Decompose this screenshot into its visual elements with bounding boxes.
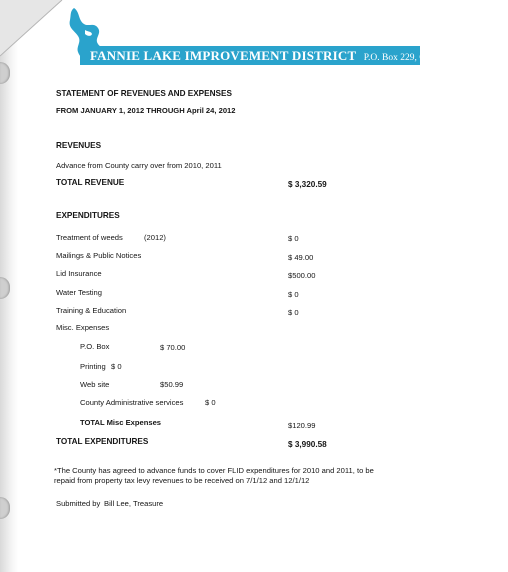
organization-address: P.O. Box 229, Cambridge, MN 55008	[363, 53, 508, 63]
statement-period: FROM JANUARY 1, 2012 THROUGH April 24, 2012	[56, 106, 236, 115]
expense-item-value: $500.00	[288, 271, 316, 280]
statement-title: STATEMENT OF REVENUES AND EXPENSES	[56, 89, 232, 98]
expense-item-label: Treatment of weeds	[56, 233, 123, 242]
misc-item-value: $50.99	[160, 380, 184, 389]
expense-item-value: $ 49.00	[288, 253, 314, 262]
organization-name: FANNIE LAKE IMPROVEMENT DISTRICT	[90, 48, 357, 63]
misc-expenses-heading: Misc. Expenses	[56, 323, 110, 332]
total-revenue-label: TOTAL REVENUE	[56, 178, 125, 187]
expenditures-heading: EXPENDITURES	[56, 211, 120, 220]
misc-item-value: $ 0	[111, 362, 122, 371]
misc-item-value: $ 0	[205, 398, 216, 407]
total-expenditures-label: TOTAL EXPENDITURES	[56, 437, 149, 446]
total-revenue-value: $ 3,320.59	[288, 180, 327, 189]
revenue-item: Advance from County carry over from 2010, 2011	[56, 161, 222, 170]
footnote: *The County has agreed to advance funds to cover FLID expenditures for 2010 and 2011, to be repaid from property tax levy revenues to be received on 7/1/12 and 12/1/12	[54, 466, 374, 485]
submitted-by-label: Submitted by	[56, 499, 101, 508]
expense-item-value: $ 0	[288, 290, 299, 299]
misc-total-label: TOTAL Misc Expenses	[80, 418, 162, 427]
expense-item-label: Water Testing	[56, 288, 103, 297]
expense-item-value: $ 0	[288, 234, 299, 243]
misc-item-label: Web site	[80, 380, 110, 389]
misc-item-label: Printing	[80, 362, 106, 371]
submitted-by-name: Bill Lee, Treasure	[104, 499, 164, 508]
misc-item-label: P.O. Box	[80, 342, 110, 351]
expense-item-label: Mailings & Public Notices	[56, 251, 142, 260]
misc-total-value: $120.99	[288, 421, 316, 430]
misc-item-label: County Administrative services	[80, 398, 184, 407]
total-expenditures-value: $ 3,990.58	[288, 440, 327, 449]
letterhead-text	[90, 46, 508, 65]
revenues-heading: REVENUES	[56, 141, 102, 150]
misc-item-value: $ 70.00	[160, 343, 186, 352]
expense-item-label: Training & Education	[56, 306, 127, 315]
expense-item-label: Lid Insurance	[56, 269, 102, 278]
expense-item-value: $ 0	[288, 308, 299, 317]
expense-item-year: (2012)	[144, 233, 166, 242]
